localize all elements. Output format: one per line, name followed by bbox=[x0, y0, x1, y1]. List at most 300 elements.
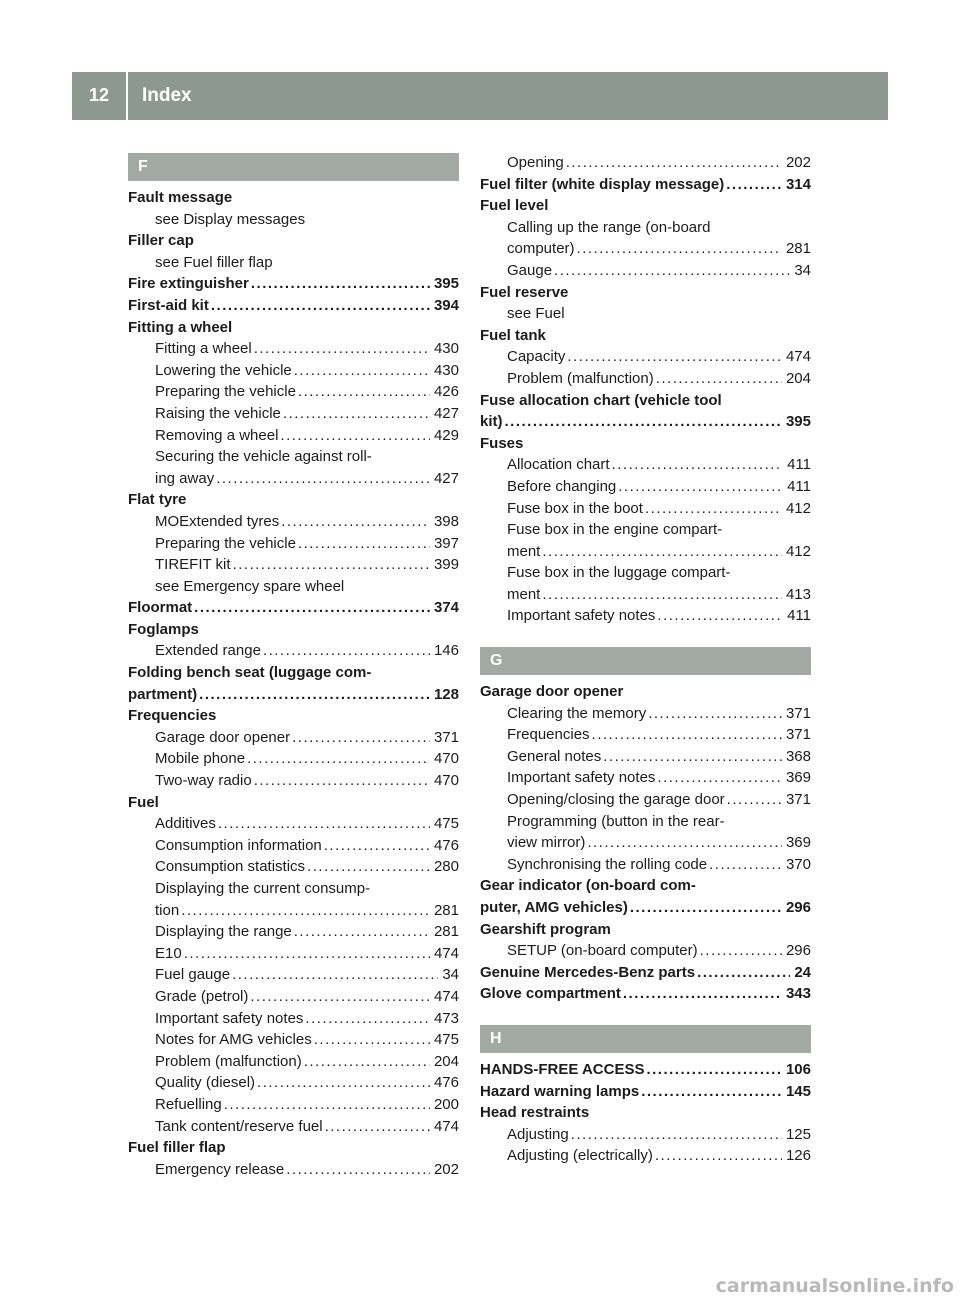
subentry-row bbox=[155, 381, 459, 403]
index-term bbox=[480, 1102, 811, 1124]
page-reference[interactable]: 374 bbox=[433, 599, 459, 617]
subentry-row bbox=[155, 856, 459, 878]
index-term-text: Filler cap bbox=[128, 232, 194, 250]
letter-heading: F bbox=[128, 153, 459, 181]
dot-leader bbox=[251, 273, 430, 295]
index-subentry bbox=[128, 1094, 459, 1116]
dot-leader bbox=[199, 684, 430, 706]
index-subentry bbox=[480, 703, 811, 725]
dot-leader bbox=[325, 1116, 430, 1138]
page-reference[interactable]: 430 bbox=[433, 361, 459, 379]
index-subentry bbox=[128, 813, 459, 835]
page-reference[interactable]: 371 bbox=[785, 704, 811, 722]
index-subentry bbox=[480, 260, 811, 282]
dot-leader bbox=[592, 724, 782, 746]
subentry-row-text: Adjusting bbox=[507, 1125, 569, 1143]
subentry-row-text: view mirror) bbox=[507, 834, 586, 852]
subentry-row bbox=[507, 605, 811, 627]
dot-leader bbox=[657, 767, 782, 789]
page-reference[interactable]: 474 bbox=[433, 944, 459, 962]
subentry-row bbox=[155, 533, 459, 555]
page-reference[interactable]: 200 bbox=[433, 1095, 459, 1113]
index-term bbox=[128, 317, 459, 339]
page-reference[interactable]: 371 bbox=[785, 791, 811, 809]
subentry-row-text: General notes bbox=[507, 747, 602, 765]
page-reference[interactable]: 411 bbox=[787, 607, 811, 625]
page-reference[interactable]: 371 bbox=[785, 726, 811, 744]
index-subentry bbox=[480, 1124, 811, 1146]
dot-leader bbox=[181, 900, 430, 922]
page-reference[interactable]: 314 bbox=[785, 175, 811, 193]
subentry-row bbox=[155, 252, 459, 274]
subentry-row-text: Problem (malfunction) bbox=[507, 369, 654, 387]
index-term-text: Glove compartment bbox=[480, 985, 621, 1003]
subentry-row bbox=[155, 511, 459, 533]
page-reference[interactable]: 427 bbox=[433, 404, 459, 422]
page-reference[interactable]: 202 bbox=[433, 1160, 459, 1178]
subentry-row-text: tion bbox=[155, 901, 180, 919]
index-entry bbox=[128, 295, 459, 317]
index-term-text: Floormat bbox=[128, 599, 193, 617]
subentry-row-text: Two-way radio bbox=[155, 772, 252, 790]
subentry-row bbox=[155, 964, 459, 986]
subentry-row bbox=[507, 152, 811, 174]
index-entry bbox=[480, 1059, 811, 1081]
index-term bbox=[128, 187, 459, 209]
index-subentry bbox=[128, 511, 459, 533]
index-entry bbox=[128, 619, 459, 662]
page-reference[interactable]: 476 bbox=[433, 1074, 459, 1092]
subentry-row bbox=[155, 360, 459, 382]
index-term-text: Fault message bbox=[128, 189, 233, 206]
page-reference[interactable]: 126 bbox=[785, 1147, 811, 1165]
index-term bbox=[480, 681, 811, 703]
page-reference[interactable]: 371 bbox=[433, 728, 459, 746]
dot-leader bbox=[254, 338, 430, 360]
page-reference[interactable]: 430 bbox=[433, 340, 459, 358]
index-subentry bbox=[128, 1159, 459, 1181]
page-reference[interactable]: 34 bbox=[442, 966, 459, 984]
index-term-text: Fuel tank bbox=[480, 326, 546, 344]
subentry-row-text: Extended range bbox=[155, 642, 261, 660]
dot-leader bbox=[657, 605, 783, 627]
subentry-row bbox=[155, 1094, 459, 1116]
index-subentry bbox=[480, 562, 811, 605]
dot-leader bbox=[324, 835, 430, 857]
dot-leader bbox=[618, 476, 783, 498]
subentry-row bbox=[155, 900, 459, 922]
subentry-row bbox=[507, 703, 811, 725]
subentry-row-text: see Display messages bbox=[155, 210, 306, 228]
index-term bbox=[128, 489, 459, 511]
subentry-row-text: Fuel gauge bbox=[155, 966, 231, 984]
index-subentry bbox=[480, 152, 811, 174]
index-term bbox=[128, 597, 459, 619]
page-reference[interactable]: 411 bbox=[787, 477, 811, 495]
index-term-text: Fuel filter (white display message) bbox=[480, 175, 725, 193]
subentry-line: Securing the vehicle against roll- bbox=[155, 448, 372, 466]
dot-leader bbox=[211, 295, 430, 317]
index-term-line: Gear indicator (on-board com- bbox=[480, 877, 696, 895]
subentry-row bbox=[507, 303, 811, 325]
index-entry bbox=[128, 317, 459, 490]
index-term-text: Fire extinguisher bbox=[128, 275, 249, 293]
index-subentry bbox=[480, 519, 811, 562]
index-term-text: Head restraints bbox=[480, 1104, 590, 1122]
index-term-line: Fuse allocation chart (vehicle tool bbox=[480, 391, 722, 409]
index-term bbox=[128, 705, 459, 727]
subentry-row bbox=[507, 940, 811, 962]
page-reference[interactable]: 368 bbox=[785, 747, 811, 765]
index-subentry bbox=[480, 368, 811, 390]
subentry-row-text: Preparing the vehicle bbox=[155, 534, 296, 552]
dot-leader bbox=[646, 1059, 782, 1081]
page-reference[interactable]: 125 bbox=[785, 1125, 811, 1143]
dot-leader bbox=[700, 940, 782, 962]
subentry-row-text: Tank content/reserve fuel bbox=[155, 1117, 323, 1135]
page-reference[interactable]: 412 bbox=[785, 499, 811, 517]
page-reference[interactable]: 128 bbox=[433, 685, 459, 703]
subentry-row bbox=[507, 454, 811, 476]
index-entry bbox=[480, 152, 811, 174]
subentry-row-text: Capacity bbox=[507, 348, 566, 366]
index-term-text: Fuel filler flap bbox=[128, 1139, 226, 1157]
subentry-row-text: see Emergency spare wheel bbox=[155, 577, 345, 595]
page-reference[interactable]: 474 bbox=[433, 1117, 459, 1135]
subentry-row-text: Emergency release bbox=[155, 1160, 285, 1178]
index-subentry bbox=[480, 303, 811, 325]
page-reference[interactable]: 281 bbox=[433, 923, 459, 941]
page-reference[interactable]: 395 bbox=[433, 275, 459, 293]
dot-leader bbox=[254, 770, 430, 792]
index-entry bbox=[128, 230, 459, 273]
index-entry bbox=[128, 662, 459, 705]
subentry-row bbox=[507, 1124, 811, 1146]
page-reference[interactable]: 413 bbox=[785, 585, 811, 603]
dot-leader bbox=[571, 1124, 782, 1146]
subentry-row-text: TIREFIT kit bbox=[155, 556, 231, 574]
dot-leader bbox=[612, 454, 784, 476]
page-reference[interactable]: 395 bbox=[785, 413, 811, 431]
page-reference[interactable]: 470 bbox=[433, 772, 459, 790]
dot-leader bbox=[656, 368, 782, 390]
subentry-row bbox=[155, 813, 459, 835]
index-entry bbox=[128, 792, 459, 1138]
subentry-row bbox=[507, 832, 811, 854]
page-reference[interactable]: 296 bbox=[785, 899, 811, 916]
subentry-row-text: Removing a wheel bbox=[155, 426, 279, 444]
index-entry bbox=[128, 273, 459, 295]
index-subentry bbox=[480, 498, 811, 520]
index-subentry bbox=[480, 767, 811, 789]
dot-leader bbox=[314, 1029, 430, 1051]
dot-leader bbox=[603, 746, 782, 768]
page-reference[interactable]: 369 bbox=[785, 834, 811, 852]
subentry-row bbox=[155, 1116, 459, 1138]
index-term bbox=[480, 897, 811, 919]
page-reference[interactable]: 370 bbox=[785, 855, 811, 873]
index-column-left bbox=[128, 153, 459, 1180]
index-subentry bbox=[128, 209, 459, 231]
subentry-row-text: Gauge bbox=[507, 261, 553, 279]
index-entry bbox=[480, 433, 811, 627]
page-reference[interactable]: 204 bbox=[433, 1052, 459, 1070]
subentry-row bbox=[507, 854, 811, 876]
index-subentry bbox=[128, 835, 459, 857]
page-reference[interactable]: 106 bbox=[785, 1060, 811, 1078]
index-term bbox=[128, 619, 459, 641]
index-subentry bbox=[128, 425, 459, 447]
index-entry bbox=[480, 390, 811, 433]
subentry-row-text: Grade (petrol) bbox=[155, 987, 249, 1005]
subentry-row bbox=[507, 498, 811, 520]
index-term-text: First-aid kit bbox=[128, 296, 209, 314]
subentry-line: Fuse box in the engine compart- bbox=[507, 521, 723, 539]
index-entry bbox=[128, 705, 459, 791]
index-term-text: Fitting a wheel bbox=[128, 318, 233, 336]
page-reference[interactable]: 412 bbox=[785, 542, 811, 560]
dot-leader bbox=[281, 511, 430, 533]
subentry-row-text: Opening bbox=[507, 154, 564, 171]
subentry-row-text: ment bbox=[507, 585, 541, 603]
subentry-row-text: E10 bbox=[155, 944, 182, 962]
subentry-row bbox=[155, 1159, 459, 1181]
index-term-text: Frequencies bbox=[128, 707, 217, 725]
page-title: Index bbox=[142, 85, 192, 107]
dot-leader bbox=[294, 360, 430, 382]
index-term bbox=[128, 230, 459, 252]
dot-leader bbox=[655, 1145, 782, 1167]
index-subentry bbox=[480, 724, 811, 746]
index-term-text: Hazard warning lamps bbox=[480, 1082, 640, 1100]
index-subentry bbox=[128, 533, 459, 555]
subentry-row-text: Consumption information bbox=[155, 836, 322, 854]
dot-leader bbox=[247, 748, 430, 770]
dot-leader bbox=[727, 789, 782, 811]
page-reference[interactable]: 369 bbox=[785, 769, 811, 787]
index-term bbox=[480, 411, 811, 433]
index-term-text: Flat tyre bbox=[128, 491, 187, 509]
page-reference[interactable]: 426 bbox=[433, 383, 459, 401]
subentry-row bbox=[507, 789, 811, 811]
index-subentry bbox=[128, 921, 459, 943]
letter-heading: H bbox=[480, 1025, 811, 1053]
index-entry bbox=[480, 282, 811, 325]
subentry-row bbox=[507, 476, 811, 498]
index-subentry bbox=[480, 605, 811, 627]
subentry-row bbox=[507, 1145, 811, 1167]
dot-leader bbox=[623, 983, 782, 1005]
index-term-text: Fuel bbox=[128, 793, 159, 811]
page-reference[interactable]: 470 bbox=[433, 750, 459, 768]
subentry-row bbox=[507, 260, 811, 282]
index-entry bbox=[128, 489, 459, 597]
dot-leader bbox=[216, 468, 430, 490]
subentry-line: Displaying the current consump- bbox=[155, 880, 371, 897]
index-subentry bbox=[128, 640, 459, 662]
page-reference[interactable]: 475 bbox=[433, 815, 459, 833]
dot-leader bbox=[542, 584, 782, 606]
index-term-text: HANDS-FREE ACCESS bbox=[480, 1060, 645, 1078]
index-term bbox=[480, 195, 811, 217]
index-term-text: Garage door opener bbox=[480, 683, 624, 701]
dot-leader bbox=[726, 174, 782, 196]
dot-leader bbox=[292, 727, 430, 749]
page-reference[interactable]: 202 bbox=[785, 154, 811, 171]
index-subentry bbox=[128, 1116, 459, 1138]
subentry-row-text: ing away bbox=[155, 469, 215, 487]
page-reference[interactable]: 296 bbox=[785, 942, 811, 960]
page-reference[interactable]: 474 bbox=[785, 348, 811, 366]
subentry-row bbox=[155, 835, 459, 857]
index-entry bbox=[480, 1102, 811, 1167]
subentry-row bbox=[155, 1029, 459, 1051]
index-term-text: Fuses bbox=[480, 434, 524, 452]
index-subentry bbox=[128, 338, 459, 360]
letter-heading: G bbox=[480, 647, 811, 675]
page-reference[interactable]: 397 bbox=[433, 534, 459, 552]
dot-leader bbox=[566, 152, 782, 174]
subentry-row-text: Problem (malfunction) bbox=[155, 1052, 302, 1070]
subentry-row-text: Important safety notes bbox=[155, 1009, 304, 1027]
dot-leader bbox=[233, 554, 430, 576]
page-reference[interactable]: 281 bbox=[785, 240, 811, 258]
index-term bbox=[128, 684, 459, 706]
index-subentry bbox=[128, 878, 459, 921]
subentry-row bbox=[155, 1072, 459, 1094]
page-reference[interactable]: 475 bbox=[433, 1031, 459, 1049]
dot-leader bbox=[232, 964, 438, 986]
subentry-row-text: Synchronising the rolling code bbox=[507, 855, 708, 873]
dot-leader bbox=[280, 425, 430, 447]
subentry-row bbox=[155, 921, 459, 943]
page-reference[interactable]: 146 bbox=[433, 642, 459, 660]
index-subentry bbox=[128, 1029, 459, 1051]
index-term bbox=[480, 962, 811, 984]
index-subentry bbox=[480, 454, 811, 476]
index-term-text: Fuel reserve bbox=[480, 283, 569, 301]
dot-leader bbox=[577, 238, 782, 260]
subentry-row-text: Preparing the vehicle bbox=[155, 383, 296, 401]
dot-leader bbox=[218, 813, 430, 835]
page-reference[interactable]: 398 bbox=[433, 512, 459, 530]
subentry-line: Programming (button in the rear- bbox=[507, 812, 725, 830]
dot-leader bbox=[542, 541, 782, 563]
subentry-row bbox=[155, 576, 459, 598]
subentry-row-text: Before changing bbox=[507, 477, 617, 495]
index-subentry bbox=[480, 1145, 811, 1167]
index-subentry bbox=[128, 252, 459, 274]
page-reference[interactable]: 473 bbox=[433, 1009, 459, 1027]
page-reference[interactable]: 474 bbox=[433, 987, 459, 1005]
index-subentry bbox=[480, 746, 811, 768]
index-term-text: partment) bbox=[128, 685, 198, 703]
index-subentry bbox=[480, 346, 811, 368]
dot-leader bbox=[298, 533, 430, 555]
dot-leader bbox=[294, 921, 430, 943]
dot-leader bbox=[648, 703, 782, 725]
page-reference[interactable]: 399 bbox=[433, 556, 459, 574]
index-subentry bbox=[480, 854, 811, 876]
index-subentry bbox=[128, 748, 459, 770]
subentry-row-text: Fitting a wheel bbox=[155, 340, 252, 358]
dot-leader bbox=[224, 1094, 430, 1116]
page-reference[interactable]: 343 bbox=[785, 985, 811, 1003]
index-term bbox=[480, 174, 811, 196]
index-subentry bbox=[128, 1051, 459, 1073]
page-reference[interactable]: 34 bbox=[794, 261, 811, 279]
index-term bbox=[128, 792, 459, 814]
page-reference[interactable]: 411 bbox=[787, 456, 811, 474]
dot-leader bbox=[298, 381, 430, 403]
subentry-row-text: computer) bbox=[507, 240, 575, 258]
subentry-row bbox=[155, 640, 459, 662]
index-entry bbox=[480, 875, 811, 918]
index-subentry bbox=[480, 940, 811, 962]
subentry-row bbox=[155, 403, 459, 425]
dot-leader bbox=[554, 260, 790, 282]
page-reference[interactable]: 280 bbox=[433, 858, 459, 876]
page-reference[interactable]: 429 bbox=[433, 426, 459, 444]
index-term bbox=[128, 1137, 459, 1159]
index-entry bbox=[480, 1081, 811, 1103]
index-term-text: Fuel level bbox=[480, 197, 549, 215]
page-reference[interactable]: 394 bbox=[433, 296, 459, 314]
dot-leader bbox=[567, 346, 782, 368]
index-subentry bbox=[128, 856, 459, 878]
subentry-row-text: Clearing the memory bbox=[507, 704, 647, 722]
subentry-row-text: see Fuel bbox=[507, 305, 565, 323]
subentry-row-text: Adjusting (electrically) bbox=[507, 1147, 653, 1165]
index-entry bbox=[128, 597, 459, 619]
subentry-row-text: Fuse box in the boot bbox=[507, 499, 643, 517]
index-subentry bbox=[128, 986, 459, 1008]
page-reference[interactable]: 24 bbox=[794, 963, 811, 981]
index-term bbox=[480, 1059, 811, 1081]
subentry-row bbox=[507, 541, 811, 563]
page-reference[interactable]: 476 bbox=[433, 836, 459, 854]
page-reference[interactable]: 145 bbox=[785, 1082, 811, 1100]
subentry-row bbox=[507, 346, 811, 368]
subentry-row-text: Mobile phone bbox=[155, 750, 246, 768]
subentry-line: Calling up the range (on-board bbox=[507, 218, 711, 236]
subentry-row-text: see Fuel filler flap bbox=[155, 253, 273, 271]
index-term bbox=[480, 433, 811, 455]
page-reference[interactable]: 427 bbox=[433, 469, 459, 487]
page-number: 12 bbox=[72, 72, 128, 120]
index-subentry bbox=[128, 554, 459, 576]
dot-leader bbox=[645, 498, 782, 520]
index-term bbox=[480, 1081, 811, 1103]
index-subentry bbox=[128, 1072, 459, 1094]
subentry-row-text: Lowering the vehicle bbox=[155, 361, 292, 379]
index-subentry bbox=[128, 770, 459, 792]
index-subentry bbox=[128, 576, 459, 598]
page-header bbox=[72, 72, 888, 120]
index-entry bbox=[480, 919, 811, 962]
subentry-row-text: ment bbox=[507, 542, 541, 560]
subentry-row-text: Frequencies bbox=[507, 726, 590, 744]
subentry-row bbox=[507, 368, 811, 390]
index-entry bbox=[480, 195, 811, 281]
index-term bbox=[480, 983, 811, 1005]
subentry-row bbox=[155, 986, 459, 1008]
subentry-row-text: Allocation chart bbox=[507, 456, 610, 474]
dot-leader bbox=[257, 1072, 430, 1094]
index-term-text: Genuine Mercedes-Benz parts bbox=[480, 963, 696, 981]
page-reference[interactable]: 281 bbox=[433, 901, 459, 919]
page-reference[interactable]: 204 bbox=[785, 369, 811, 387]
